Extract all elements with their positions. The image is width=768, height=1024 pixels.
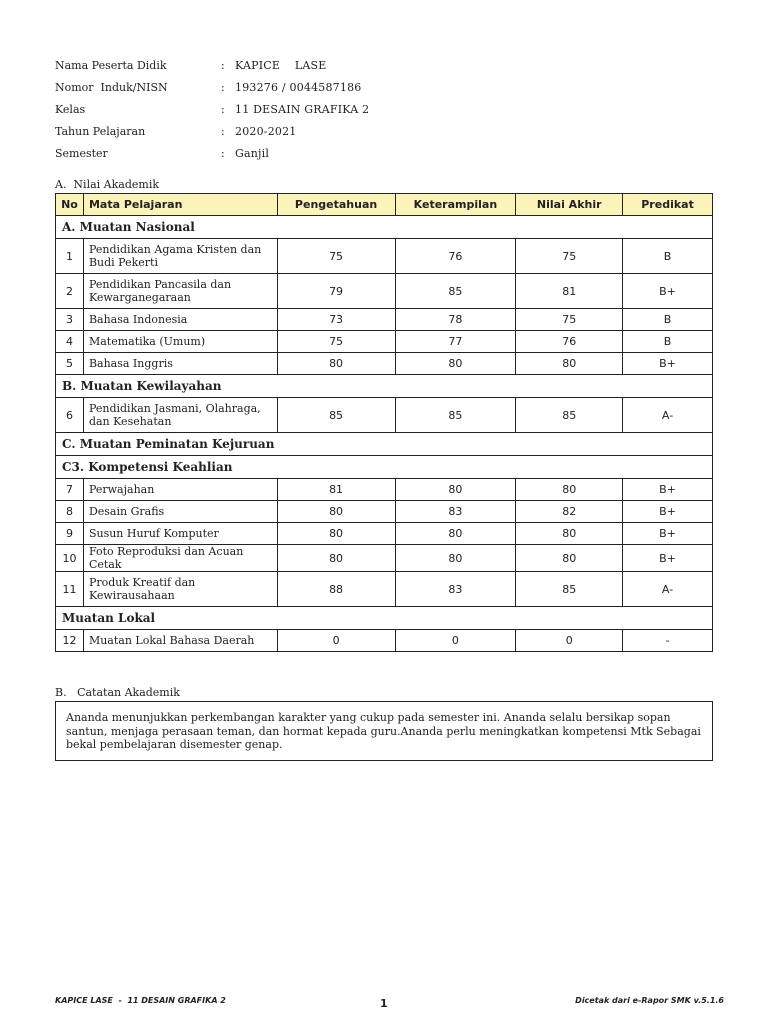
category-label: B. Muatan Kewilayahan <box>56 375 713 398</box>
cell-no: 12 <box>56 630 84 652</box>
info-value: Ganjil <box>235 146 270 160</box>
cell-skill: 0 <box>395 630 516 652</box>
cell-final: 80 <box>516 479 623 501</box>
cell-no: 4 <box>56 331 84 353</box>
col-header-no: No <box>56 194 84 216</box>
cell-final: 85 <box>516 572 623 607</box>
cell-subject: Muatan Lokal Bahasa Daerah <box>83 630 277 652</box>
table-row <box>56 630 713 652</box>
cell-no: 1 <box>56 239 84 274</box>
col-header-grade: Predikat <box>623 194 713 216</box>
info-value: 11 DESAIN GRAFIKA 2 <box>235 102 370 116</box>
info-label: Kelas <box>55 102 86 116</box>
category-row <box>56 433 713 456</box>
cell-final: 85 <box>516 398 623 433</box>
info-colon: : <box>221 146 225 160</box>
info-row-class <box>55 98 369 120</box>
category-row <box>56 216 713 239</box>
cell-grade: A- <box>623 572 713 607</box>
info-colon: : <box>221 80 225 94</box>
info-row-name <box>55 54 369 76</box>
info-value: 2020-2021 <box>235 124 297 138</box>
table-row <box>56 545 713 572</box>
col-header-subject: Mata Pelajaran <box>83 194 277 216</box>
cell-final: 0 <box>516 630 623 652</box>
cell-knowledge: 75 <box>277 331 395 353</box>
category-row <box>56 456 713 479</box>
cell-no: 3 <box>56 309 84 331</box>
col-header-knowledge: Pengetahuan <box>277 194 395 216</box>
cell-grade: B+ <box>623 274 713 309</box>
info-label: Tahun Pelajaran <box>55 124 146 138</box>
cell-grade: B+ <box>623 523 713 545</box>
category-label: C. Muatan Peminatan Kejuruan <box>56 433 713 456</box>
table-row <box>56 353 713 375</box>
grades-table <box>55 193 713 652</box>
cell-grade: - <box>623 630 713 652</box>
cell-grade: B+ <box>623 501 713 523</box>
cell-grade: B <box>623 239 713 274</box>
cell-no: 2 <box>56 274 84 309</box>
cell-final: 80 <box>516 353 623 375</box>
cell-knowledge: 80 <box>277 523 395 545</box>
cell-knowledge: 88 <box>277 572 395 607</box>
cell-final: 75 <box>516 309 623 331</box>
cell-subject: Matematika (Umum) <box>83 331 277 353</box>
cell-no: 9 <box>56 523 84 545</box>
cell-knowledge: 80 <box>277 501 395 523</box>
footer-page-number: 1 <box>380 997 388 1010</box>
cell-skill: 80 <box>395 353 516 375</box>
cell-subject: Pendidikan Pancasila dan Kewarganegaraan <box>83 274 277 309</box>
table-row <box>56 479 713 501</box>
info-value: 193276 / 0044587186 <box>235 80 362 94</box>
cell-grade: A- <box>623 398 713 433</box>
cell-no: 10 <box>56 545 84 572</box>
cell-final: 80 <box>516 523 623 545</box>
cell-skill: 83 <box>395 501 516 523</box>
cell-subject: Foto Reproduksi dan Acuan Cetak <box>83 545 277 572</box>
cell-skill: 78 <box>395 309 516 331</box>
category-label: Muatan Lokal <box>56 607 713 630</box>
cell-no: 6 <box>56 398 84 433</box>
cell-subject: Pendidikan Jasmani, Olahraga, dan Kesehatan <box>83 398 277 433</box>
cell-no: 11 <box>56 572 84 607</box>
cell-skill: 80 <box>395 479 516 501</box>
col-header-skill: Keterampilan <box>395 194 516 216</box>
info-label: Semester <box>55 146 108 160</box>
cell-skill: 76 <box>395 239 516 274</box>
cell-no: 5 <box>56 353 84 375</box>
cell-grade: B+ <box>623 353 713 375</box>
cell-skill: 80 <box>395 523 516 545</box>
cell-no: 7 <box>56 479 84 501</box>
cell-skill: 83 <box>395 572 516 607</box>
cell-knowledge: 85 <box>277 398 395 433</box>
cell-knowledge: 80 <box>277 353 395 375</box>
cell-subject: Bahasa Inggris <box>83 353 277 375</box>
table-row <box>56 309 713 331</box>
cell-knowledge: 75 <box>277 239 395 274</box>
cell-skill: 80 <box>395 545 516 572</box>
category-label: A. Muatan Nasional <box>56 216 713 239</box>
cell-subject: Desain Grafis <box>83 501 277 523</box>
cell-final: 75 <box>516 239 623 274</box>
table-row <box>56 274 713 309</box>
table-row <box>56 239 713 274</box>
category-row <box>56 607 713 630</box>
category-label: C3. Kompetensi Keahlian <box>56 456 713 479</box>
table-row <box>56 398 713 433</box>
info-label: Nama Peserta Didik <box>55 58 167 72</box>
cell-knowledge: 73 <box>277 309 395 331</box>
table-row <box>56 523 713 545</box>
footer-printed-by: Dicetak dari e-Rapor SMK v.5.1.6 <box>575 996 724 1005</box>
info-row-year <box>55 120 369 142</box>
info-colon: : <box>221 124 225 138</box>
info-label: Nomor Induk/NISN <box>55 80 168 94</box>
cell-knowledge: 79 <box>277 274 395 309</box>
cell-subject: Perwajahan <box>83 479 277 501</box>
cell-skill: 77 <box>395 331 516 353</box>
cell-skill: 85 <box>395 398 516 433</box>
table-row <box>56 501 713 523</box>
info-colon: : <box>221 58 225 72</box>
academic-notes-box: Ananda menunjukkan perkembangan karakter yang cukup pada semester ini. Ananda selalu bersikap sopan santun, menjaga perasaan teman, dan hormat kepada guru.Ananda perlu meningkatkan kompetensi Mtk Sebagai bekal pembelajaran disemester genap. <box>55 701 713 761</box>
info-row-nisn <box>55 76 369 98</box>
cell-final: 82 <box>516 501 623 523</box>
cell-subject: Produk Kreatif dan Kewirausahaan <box>83 572 277 607</box>
student-info <box>55 54 369 164</box>
table-row <box>56 331 713 353</box>
cell-grade: B <box>623 309 713 331</box>
cell-grade: B+ <box>623 545 713 572</box>
cell-no: 8 <box>56 501 84 523</box>
table-header-row <box>56 194 713 216</box>
cell-knowledge: 81 <box>277 479 395 501</box>
footer-student: KAPICE LASE - 11 DESAIN GRAFIKA 2 <box>55 996 226 1005</box>
table-row <box>56 572 713 607</box>
section-academic-notes-title: B. Catatan Akademik <box>55 686 180 699</box>
col-header-final: Nilai Akhir <box>516 194 623 216</box>
cell-final: 76 <box>516 331 623 353</box>
cell-subject: Pendidikan Agama Kristen dan Budi Pekerti <box>83 239 277 274</box>
cell-skill: 85 <box>395 274 516 309</box>
cell-grade: B <box>623 331 713 353</box>
cell-subject: Bahasa Indonesia <box>83 309 277 331</box>
section-academic-grades-title: A. Nilai Akademik <box>55 178 160 191</box>
cell-knowledge: 0 <box>277 630 395 652</box>
cell-final: 80 <box>516 545 623 572</box>
category-row <box>56 375 713 398</box>
cell-knowledge: 80 <box>277 545 395 572</box>
info-value: KAPICE LASE <box>235 58 327 72</box>
cell-grade: B+ <box>623 479 713 501</box>
cell-subject: Susun Huruf Komputer <box>83 523 277 545</box>
info-row-semester <box>55 142 369 164</box>
info-colon: : <box>221 102 225 116</box>
cell-final: 81 <box>516 274 623 309</box>
